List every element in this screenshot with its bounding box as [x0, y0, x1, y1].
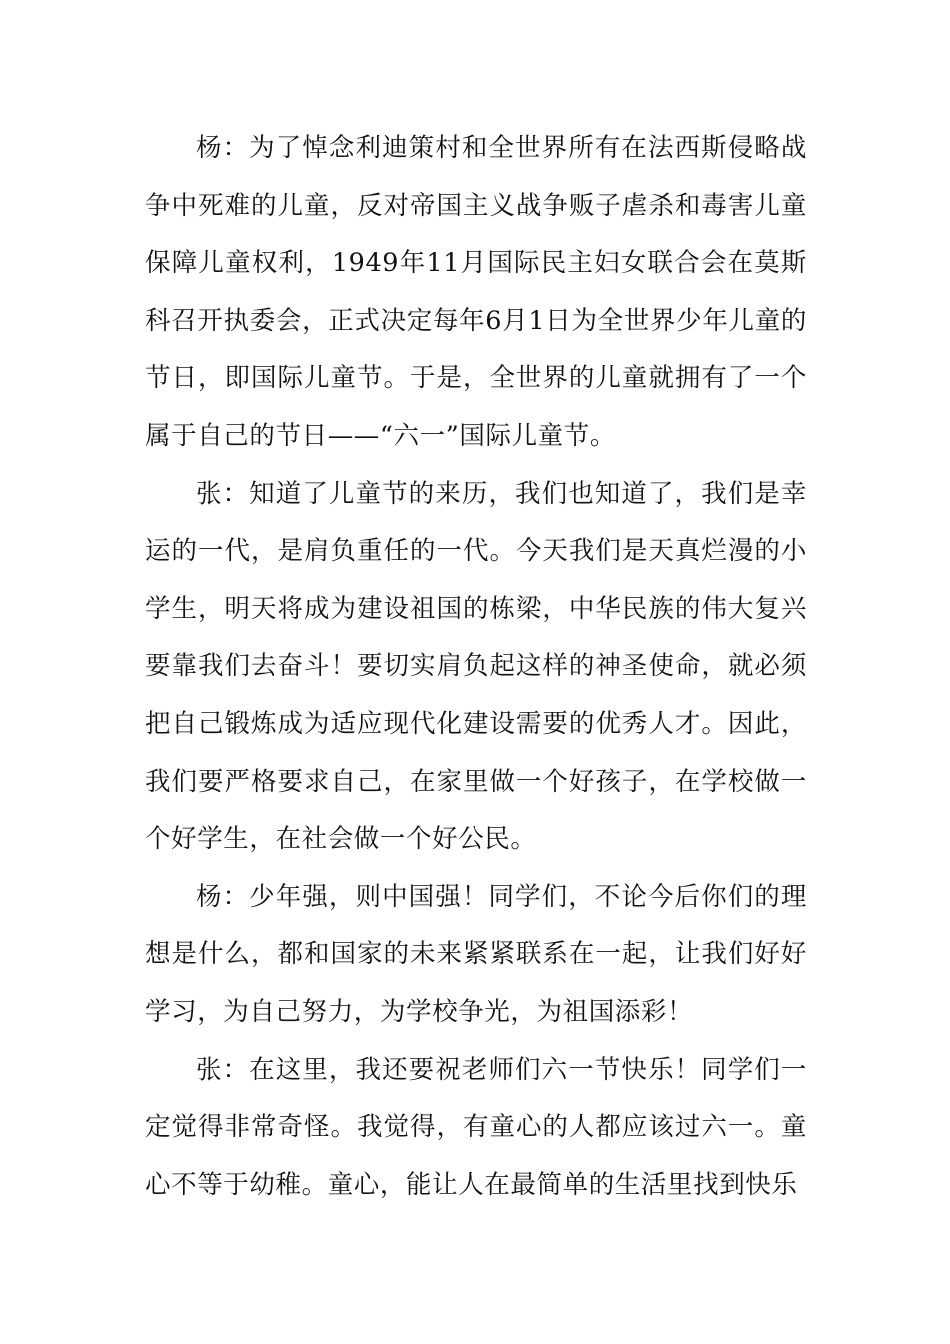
paragraph-zhang-2: 张：在这里，我还要祝老师们六一节快乐！同学们一定觉得非常奇怪。我觉得，有童心的人都应该过六一。童心不等于幼稚。童心，能让人在最简单的生活里找到快乐 [145, 1054, 807, 1200]
paragraph-zhang-1: 张：知道了儿童节的来历，我们也知道了，我们是幸运的一代，是肩负重任的一代。今天我们是天真烂漫的小学生，明天将成为建设祖国的栋梁，中华民族的伟大复兴要靠我们去奋斗！要切实肩负起这样的神圣使命，就必须把自己锻炼成为适应现代化建设需要的优秀人才。因此，我们要严格要求自己，在家里做一个好孩子，在学校做一个好学生，在社会做一个好公民。 [145, 478, 807, 855]
document-body [145, 120, 807, 1214]
paragraph-yang-1: 杨：为了悼念利迪策村和全世界所有在法西斯侵略战争中死难的儿童，反对帝国主义战争贩子虐杀和毒害儿童保障儿童权利，1949年11月国际民主妇女联合会在莫斯科召开执委会，正式决定每年6月1日为全世界少年儿童的节日，即国际儿童节。于是，全世界的儿童就拥有了一个属于自己的节日——“六一”国际儿童节。 [145, 133, 807, 451]
paragraph-yang-2: 杨：少年强，则中国强！同学们，不论今后你们的理想是什么，都和国家的未来紧紧联系在一起，让我们好好学习，为自己努力，为学校争光，为祖国添彩！ [145, 881, 807, 1027]
